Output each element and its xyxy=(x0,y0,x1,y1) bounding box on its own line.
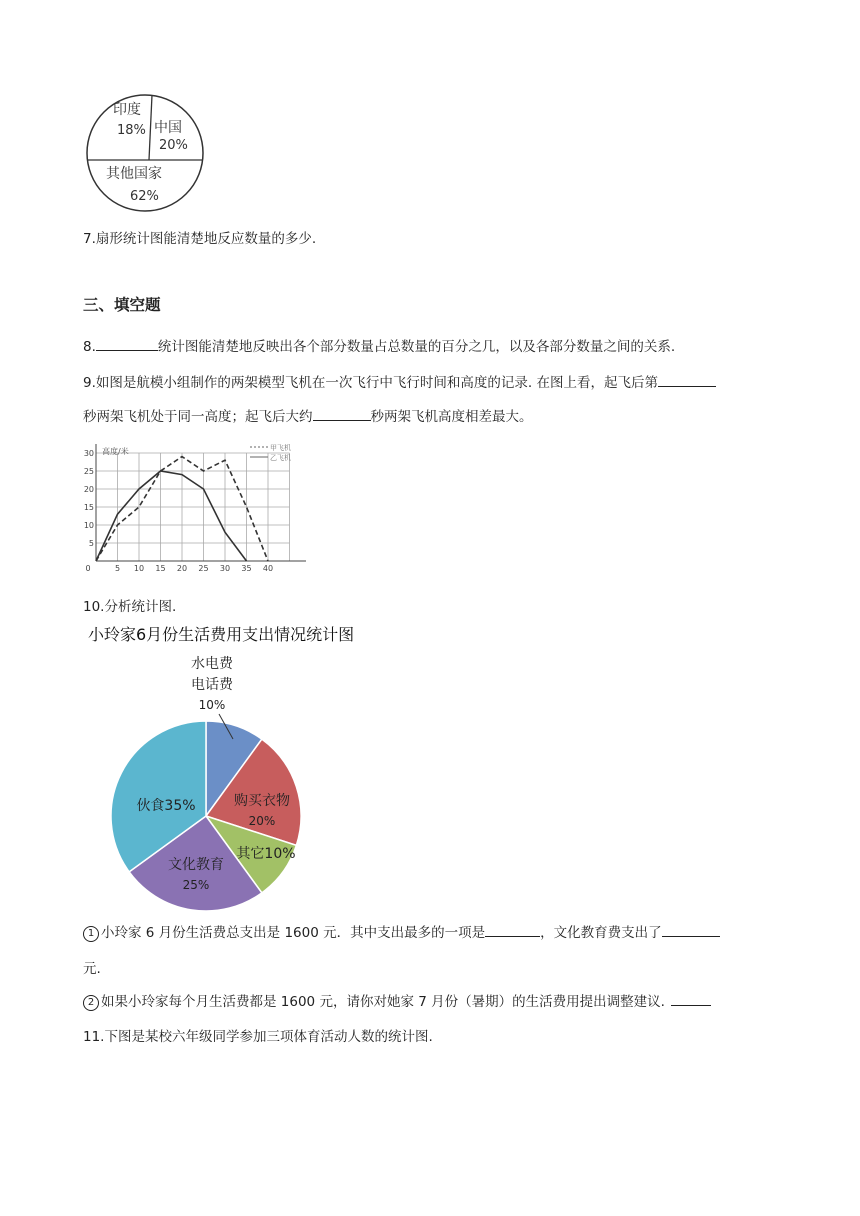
question-11: 11.下图是某校六年级同学参加三项体育活动人数的统计图. xyxy=(83,1029,433,1045)
q9-blank-1[interactable] xyxy=(658,373,716,387)
pie-label-utilities-1: 水电费 xyxy=(191,656,233,672)
small-pie-label-other: 其他国家 xyxy=(106,166,162,182)
legend-label-jia: 甲飞机 xyxy=(270,444,291,452)
x-tick-label: 40 xyxy=(262,564,274,573)
q10-1-text-2: ，文化教育费支出了 xyxy=(540,925,662,941)
x-tick-label: 30 xyxy=(219,564,231,573)
small-pie-pct-other: 62% xyxy=(130,189,159,204)
series-line-yi xyxy=(96,471,247,561)
expense-pie-chart xyxy=(100,650,320,912)
q9-text-3: 秒两架飞机高度相差最大。 xyxy=(370,409,533,425)
pie-label-other: 其它10% xyxy=(236,846,296,862)
question-10-1-cont: 元. xyxy=(83,961,101,977)
x-tick-label: 0 xyxy=(85,564,91,573)
legend-label-yi: 乙飞机 xyxy=(270,454,291,462)
y-tick-label: 15 xyxy=(84,503,94,512)
q8-number: 8. xyxy=(83,339,96,355)
question-10-title: 10.分析统计图. xyxy=(83,599,177,615)
question-9-line1 xyxy=(83,371,716,391)
small-pie-divider-v xyxy=(149,95,152,160)
q9-text-2: 秒两架飞机处于同一高度；起飞后大约 xyxy=(83,409,313,425)
q10-1-blank-1[interactable] xyxy=(485,923,540,937)
small-pie-label-india: 印度 xyxy=(113,102,141,118)
pie-label-food: 伙食35% xyxy=(136,798,196,814)
y-tick-label: 20 xyxy=(84,485,94,494)
q8-text: 统计图能清楚地反映出各个部分数量占总数量的百分之几，以及各部分数量之间的关系. xyxy=(157,339,676,355)
pie-pct-utilities: 10% xyxy=(198,698,226,712)
x-tick-label: 25 xyxy=(198,564,209,573)
x-tick-label: 20 xyxy=(176,564,188,573)
q10-1-text-1: 小玲家 6 月份生活费总支出是 1600 元．其中支出最多的一项是 xyxy=(101,925,486,941)
x-tick-label: 5 xyxy=(114,564,121,573)
pie-label-clothing: 购买衣物 xyxy=(234,793,290,809)
q10-2-blank[interactable] xyxy=(671,992,711,1006)
x-tick-label: 35 xyxy=(241,564,252,573)
section-heading: 三、填空题 xyxy=(83,296,161,314)
pie-pct-education: 25% xyxy=(182,878,210,892)
question-10-1 xyxy=(83,921,720,942)
small-pie-label-china: 中国 xyxy=(154,120,182,136)
q9-blank-2[interactable] xyxy=(313,407,371,421)
y-tick-label: 5 xyxy=(88,539,94,548)
q9-text-1: 9.如图是航模小组制作的两架模型飞机在一次飞行中飞行时间和高度的记录. 在图上看，起飞后第 xyxy=(83,375,658,391)
x-tick-label: 10 xyxy=(133,564,145,573)
q8-blank[interactable] xyxy=(96,337,158,351)
pie-pct-clothing: 20% xyxy=(248,814,276,828)
y-axis-label: 高度/米 xyxy=(102,447,129,456)
question-8 xyxy=(83,335,675,355)
q10-2-mark: 2 xyxy=(83,995,99,1011)
y-tick-label: 25 xyxy=(84,467,94,476)
pie-label-education: 文化教育 xyxy=(168,857,224,873)
q10-1-blank-2[interactable] xyxy=(662,923,720,937)
x-tick-label: 15 xyxy=(155,564,166,573)
small-pie-chart xyxy=(80,92,210,214)
small-pie-pct-china: 20% xyxy=(159,138,188,153)
question-10-2 xyxy=(83,990,711,1011)
altitude-line-chart xyxy=(84,438,314,574)
question-9-line2 xyxy=(83,405,533,425)
pie-chart-title: 小玲家6月份生活费用支出情况统计图 xyxy=(88,625,355,644)
q10-2-text: 如果小玲家每个月生活费都是 1600 元，请你对她家 7 月份（暑期）的生活费用提出调整建议. xyxy=(101,994,665,1010)
q10-1-mark: 1 xyxy=(83,926,99,942)
y-tick-label: 10 xyxy=(84,521,94,530)
y-tick-label: 30 xyxy=(84,449,94,458)
small-pie-pct-india: 18% xyxy=(117,123,146,138)
pie-label-utilities-2: 电话费 xyxy=(191,677,233,693)
question-7: 7.扇形统计图能清楚地反应数量的多少. xyxy=(83,231,317,247)
